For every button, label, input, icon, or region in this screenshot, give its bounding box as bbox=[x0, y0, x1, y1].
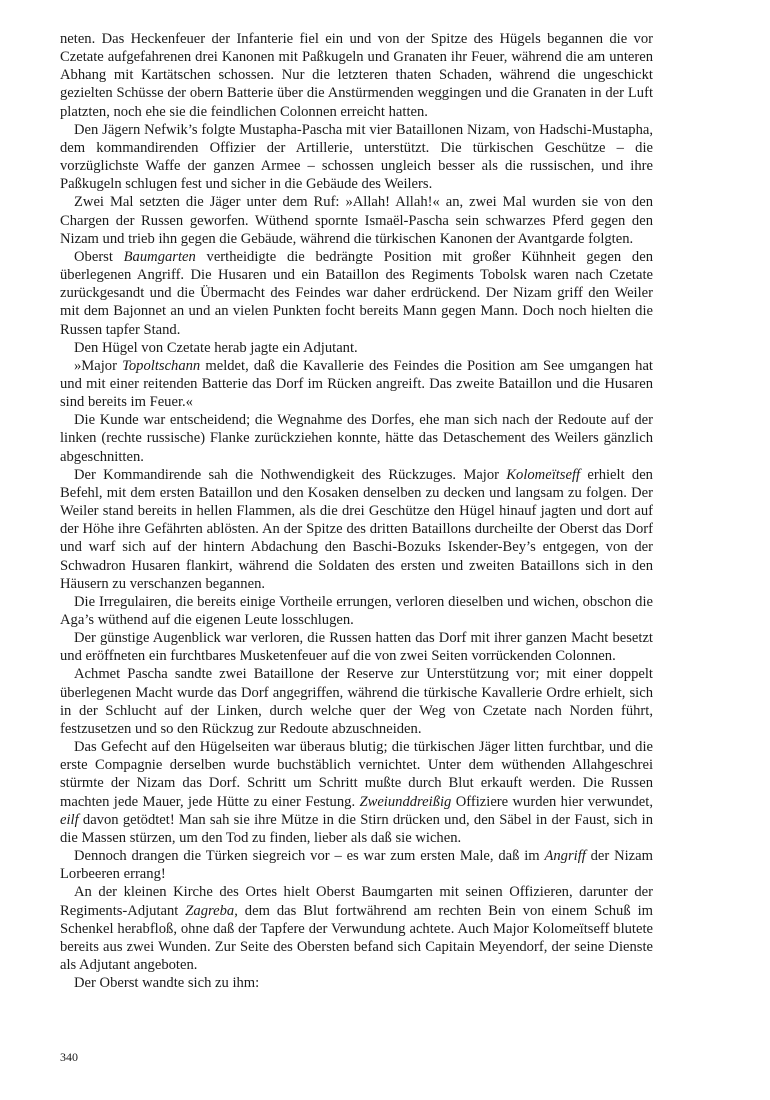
text-segment: An der kleinen Kirche des Ortes hielt Oberst Baumgarten mit seinen Offizieren, darunter der Regiments-Adjutant bbox=[60, 884, 653, 919]
italic-text: eilf bbox=[60, 811, 79, 828]
text-segment: Oberst bbox=[74, 248, 124, 265]
paragraph bbox=[60, 411, 653, 465]
italic-text: Angriff bbox=[544, 848, 586, 865]
paragraph bbox=[60, 883, 653, 974]
text-segment: Den Hügel von Czetate herab jagte ein Adjutant. bbox=[74, 339, 358, 356]
text-segment: erhielt den Befehl, mit dem ersten Bataillon und den Kosaken denselben zu decken und langsam zu folgen. Der Weiler stand bereits in hellen Flammen, als die drei Geschütze den Hügel hinauf jagten und dort auf der Höhe ihre Gefährten ablösten. An der Spitze des dritten Bataillons durcheilte der Oberst das Dorf und warf sich auf der hintern Abdachung den Baschi-Bozuks Iskender-Bey’s entgegen, von der Schwadron Husaren flankirt, während die Soldaten des ersten und zweiten Bataillons sich in den Häusern zu verschanzen begannen. bbox=[60, 466, 653, 592]
italic-text: Baumgarten bbox=[123, 248, 196, 265]
paragraph bbox=[60, 121, 653, 194]
paragraph bbox=[60, 339, 653, 357]
text-segment: Der Kommandirende sah die Nothwendigkeit des Rückzuges. Major bbox=[74, 466, 507, 483]
italic-text: Kolomeïtseff bbox=[506, 466, 581, 483]
text-segment: , dem das Blut fortwährend am rechten Bein von einem Schuß im Schenkel herabfloß, ohne daß der Tapfere der Verwundung achtete. Auch Major Kolomeïtseff blutete bereits aus zwei Wunden. Zur Seite des Obersten befand sich Capitain Meyendorf, der seine Dienste als Adjutant angeboten. bbox=[60, 902, 653, 973]
italic-text: Topoltschann bbox=[122, 357, 201, 374]
text-segment: Der Oberst wandte sich zu ihm: bbox=[74, 975, 260, 992]
text-segment: vertheidigte die bedrängte Position mit großer Kühnheit gegen den überlegenen Angriff. Die Husaren und ein Bataillon des Regiments Tobolsk waren nach Czetate zurückgesandt und die Übermacht des Feindes war daher erdrückend. Der Nizam griff den Weiler mit dem Bajonnet an und an vielen Punkten focht bereits Mann gegen Mann. Doch noch hielten die Russen tapfer Stand. bbox=[60, 248, 653, 338]
paragraph bbox=[60, 466, 653, 593]
text-segment: »Major bbox=[74, 357, 123, 374]
text-segment: Den Jägern Nefwik’s folgte Mustapha-Pascha mit vier Bataillonen Nizam, von Hadschi-Mustapha, dem kommandirenden Offizier der Artillerie, unterstützt. Die türkischen Geschütze – die vorzüglichste Waffe der ganzen Armee – schossen ungleich besser als die russischen, und ihre Paßkugeln schlugen fest und sicher in die Gebäude des Weilers. bbox=[60, 121, 653, 193]
paragraph bbox=[60, 629, 653, 665]
paragraph bbox=[60, 665, 653, 738]
italic-text: Zweiunddreißig bbox=[359, 793, 452, 810]
page-body bbox=[60, 30, 653, 992]
page-number: 340 bbox=[60, 1050, 78, 1064]
text-segment: Das Gefecht auf den Hügelseiten war überaus blutig; die türkischen Jäger litten furchtbar, und die erste Compagnie derselben wurde buchstäblich vernichtet. Unter dem wüthenden Allahgeschrei stürmte der Nizam das Dorf. Schritt um Schritt mußte durch Blut erkauft werden. Die Russen machten jede Mauer, jede Hütte zu einer Festung. bbox=[60, 739, 653, 810]
paragraph bbox=[60, 593, 653, 629]
text-segment: Die Kunde war entscheidend; die Wegnahme des Dorfes, ehe man sich nach der Redoute auf der linken (rechte russische) Flanke zurückziehen konnte, hätte das Detaschement des Weilers gänzlich abgeschnitten. bbox=[60, 412, 653, 465]
text-segment: meldet, daß die Kavallerie des Feindes die Position am See umgangen hat und mit einer reitenden Batterie das Dorf im Rücken angreift. Das zweite Bataillon und die Husaren sind bereits im Feuer.« bbox=[60, 357, 653, 411]
paragraph bbox=[60, 248, 653, 339]
text-segment: Zwei Mal setzten die Jäger unter dem Ruf: »Allah! Allah!« an, zwei Mal wurden sie von den Chargen der Russen geworfen. Wüthend spornte Ismaël-Pascha sein schwarzes Pferd gegen den Nizam und trieb ihn gegen die Gebäude, während die türkischen Kanonen der Avantgarde folgten. bbox=[60, 194, 653, 247]
text-segment: Offiziere wurden hier verwundet, bbox=[451, 793, 653, 810]
text-segment: der Nizam Lorbeeren errang! bbox=[60, 848, 653, 883]
italic-text: Zagreba bbox=[185, 902, 235, 919]
paragraph bbox=[60, 30, 653, 121]
paragraph bbox=[60, 193, 653, 247]
text-segment: Die Irregulairen, die bereits einige Vortheile errungen, verloren dieselben und wichen, obschon die Aga’s wüthend auf die eigenen Leute losschlugen. bbox=[60, 593, 653, 628]
text-segment: Der günstige Augenblick war verloren, die Russen hatten das Dorf mit ihrer ganzen Macht besetzt und eröffneten ein furchtbares Musketenfeuer auf die von zwei Seiten vorrückenden Colonnen. bbox=[60, 630, 653, 665]
text-segment: davon getödtet! Man sah sie ihre Mütze in die Stirn drücken und, den Säbel in der Faust, sich in die Massen stürzen, um den Tod zu finden, lieber als daß sie wichen. bbox=[60, 811, 653, 846]
paragraph bbox=[60, 974, 653, 992]
text-segment: Achmet Pascha sandte zwei Bataillone der Reserve zur Unterstützung vor; mit einer doppelt überlegenen Macht wurde das Dorf angegriffen, während die türkische Kavallerie Ordre erhielt, sich in der Schlucht auf der Linken, durch welche quer der Weg von Czetate nach Norden führt, festzusetzen und so den Rückzug zur Redoute abzuschneiden. bbox=[60, 666, 653, 737]
paragraph bbox=[60, 357, 653, 411]
paragraph bbox=[60, 738, 653, 847]
text-segment: neten. Das Heckenfeuer der Infanterie fiel ein und von der Spitze des Hügels begannen die vor Czetate aufgefahrenen drei Kanonen mit Paßkugeln und Granaten ihr Feuer, während die am unteren Abhang mit Kartätschen schossen. Nur die letzteren thaten Schaden, während die ungeschickt gezielten Schüsse der obern Batterie über die Anstürmenden weggingen und die Granaten in der Luft platzten, noch ehe sie die feindlichen Colonnen erreicht hatten. bbox=[60, 31, 653, 120]
text-segment: Dennoch drangen die Türken siegreich vor – es war zum ersten Male, daß im bbox=[74, 848, 545, 865]
paragraph bbox=[60, 847, 653, 883]
